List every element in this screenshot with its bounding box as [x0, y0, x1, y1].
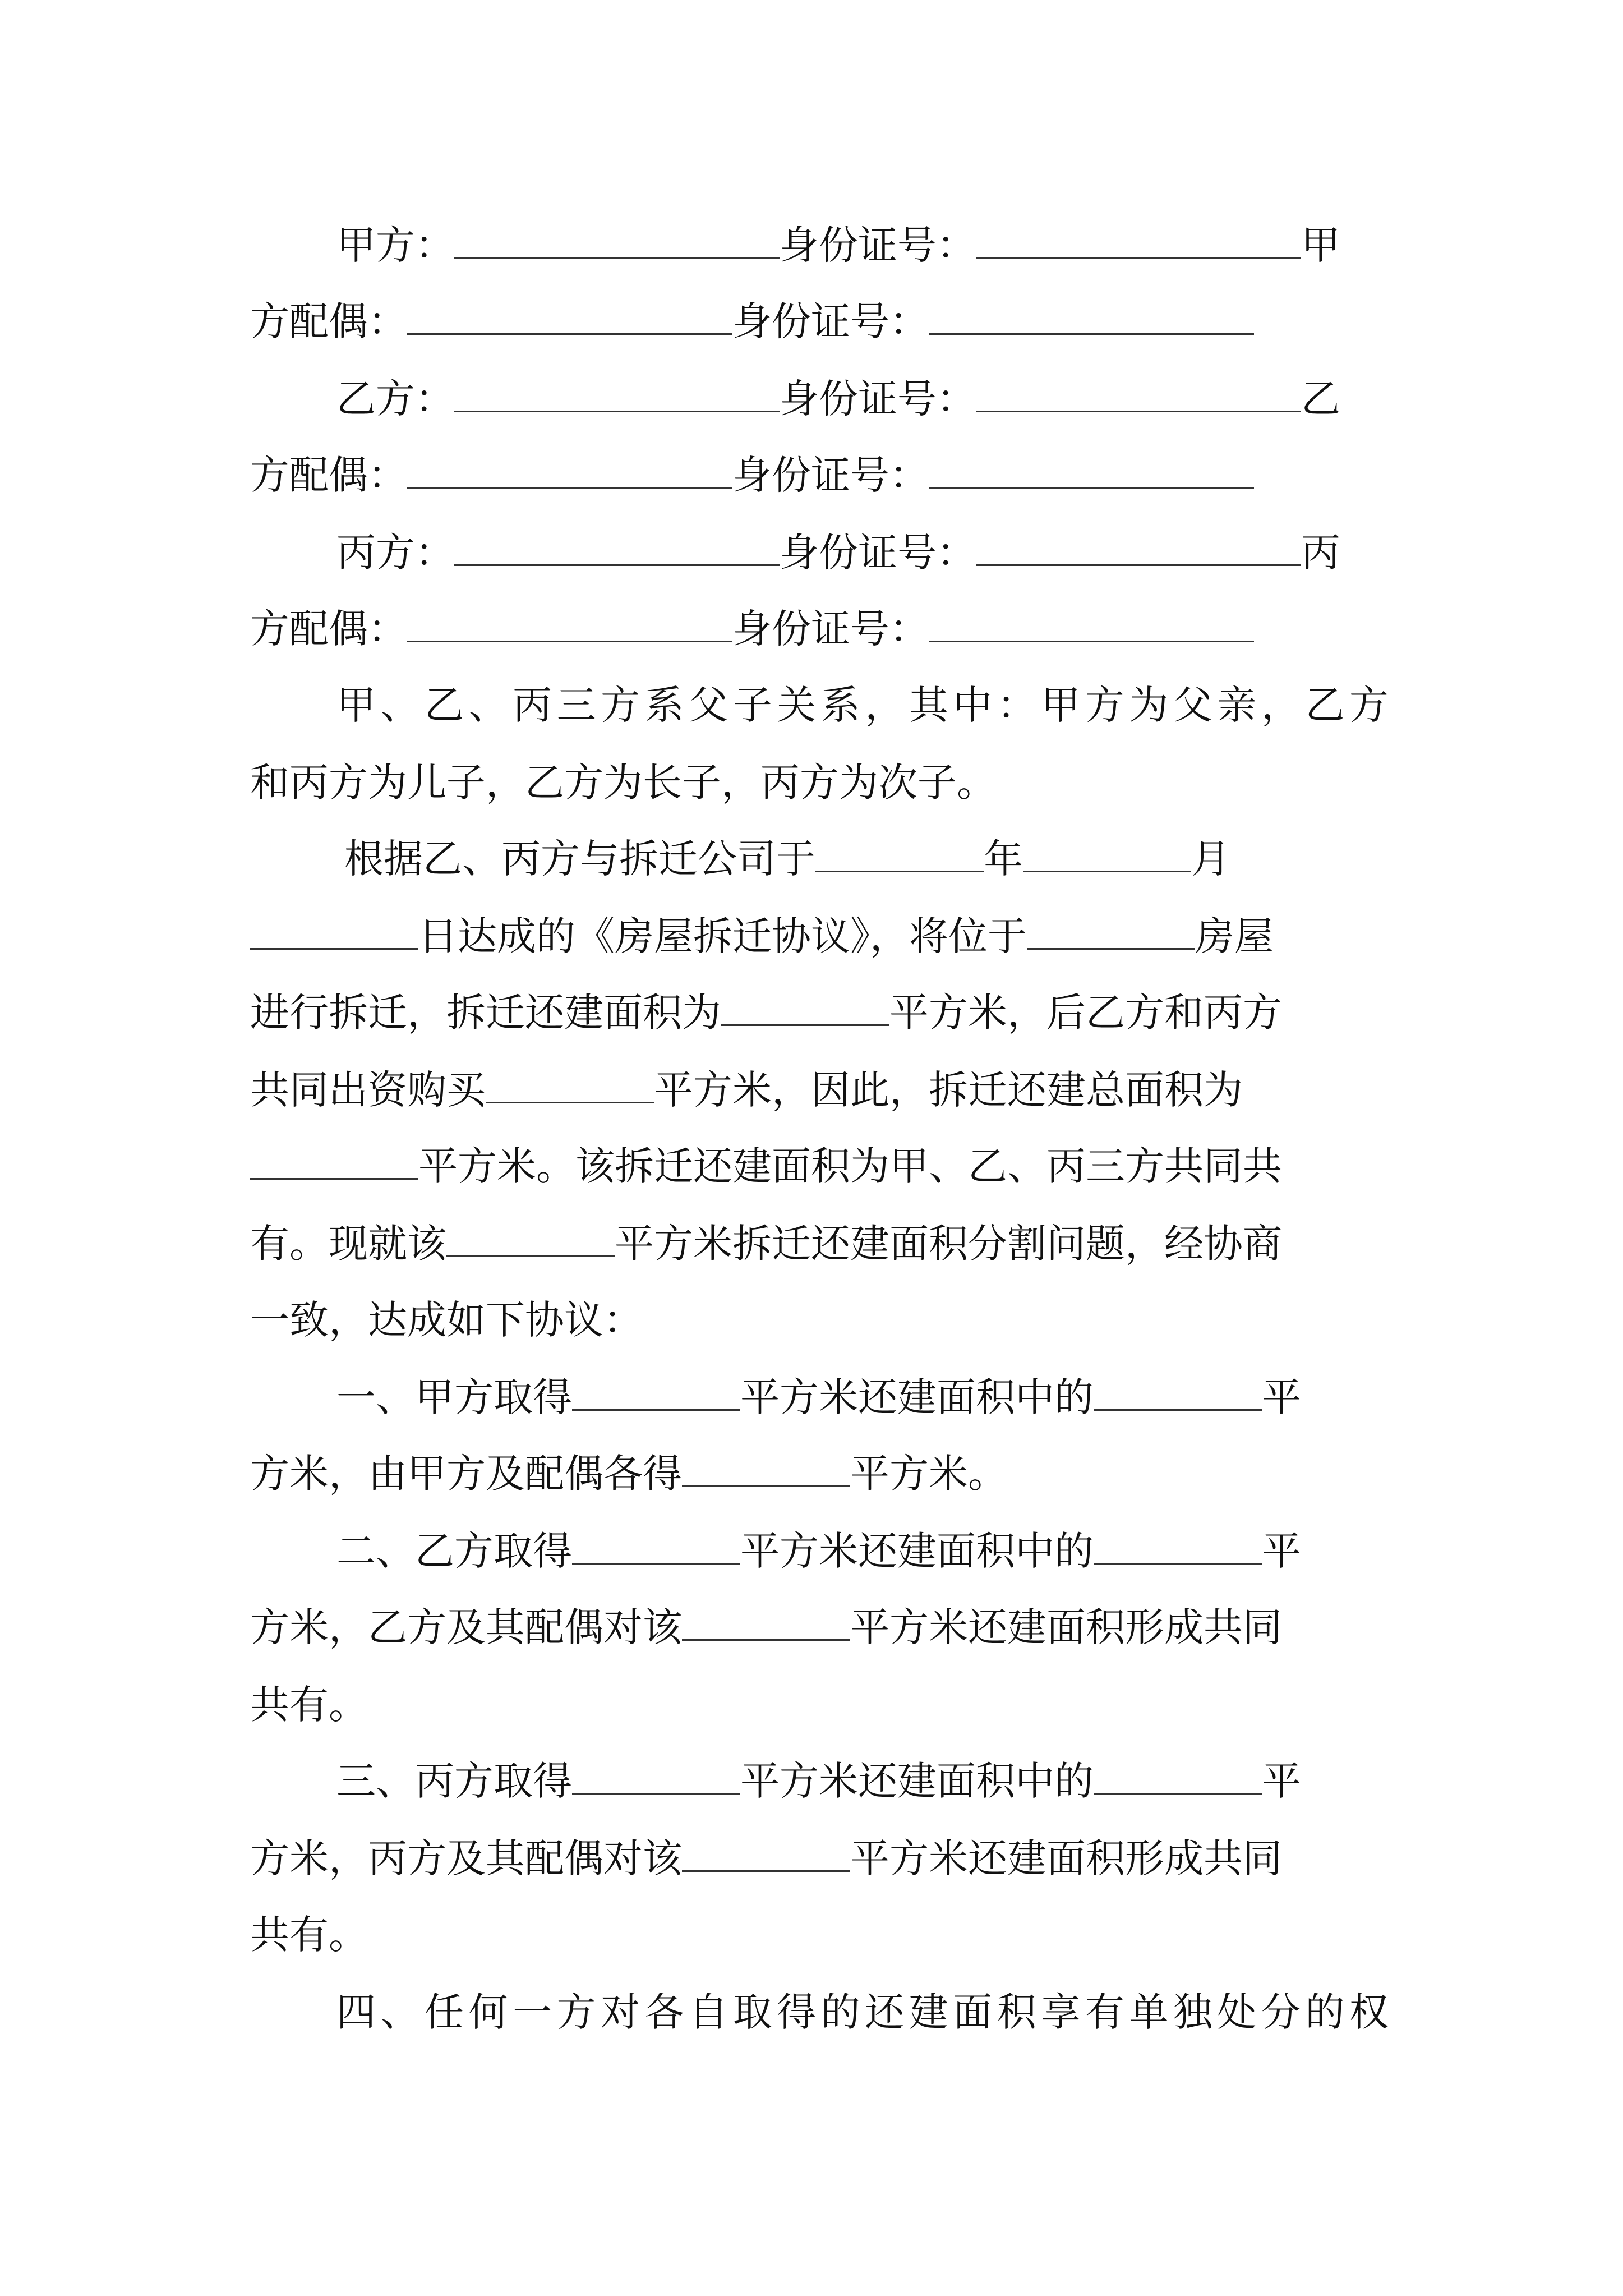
basis-month-unit: 月 — [1191, 836, 1230, 882]
clause3-line-3: 共有。 — [250, 1912, 368, 1958]
basis-rebuild-area-blank[interactable] — [721, 988, 889, 1026]
party-bing-id-label: 身份证号： — [780, 530, 976, 576]
basis-purchase-area-blank[interactable] — [486, 1066, 654, 1103]
party-jia-spouse-id-label: 身份证号： — [732, 298, 929, 344]
clause3-text-c: 平 — [1262, 1758, 1301, 1804]
party-yi-line — [336, 374, 1389, 424]
party-jia-spouse-name-blank[interactable] — [407, 297, 732, 335]
clause2-line-1 — [336, 1526, 1389, 1576]
party-jia-spouse-id-blank[interactable] — [929, 297, 1254, 335]
party-yi-name-blank[interactable] — [454, 375, 780, 412]
party-jia-spouse-line — [250, 296, 1389, 347]
party-jia-name-blank[interactable] — [454, 221, 780, 259]
party-bing-spouse-id-label: 身份证号： — [732, 606, 929, 652]
clause4-line-1: 四、任何一方对各自取得的还建面积享有单独处分的权 — [336, 1989, 1389, 2035]
basis-day-blank[interactable] — [250, 912, 418, 950]
party-bing-spouse-label: 方配偶： — [250, 606, 407, 652]
basis-line-4 — [250, 1065, 1389, 1115]
party-yi-spouse-prefix: 乙 — [1301, 376, 1340, 422]
clause1-line-2-text-a: 方米，由甲方及配偶各得 — [250, 1451, 682, 1497]
party-jia-spouse-label: 方配偶： — [250, 298, 407, 344]
party-bing-spouse-name-blank[interactable] — [407, 605, 732, 642]
clause3-total-blank[interactable] — [572, 1757, 740, 1795]
basis-line-2-text-a: 日达成的《房屋拆迁协议》，将位于 — [418, 913, 1027, 959]
party-jia-spouse-prefix: 甲 — [1301, 222, 1340, 268]
clause1-line-2-text-b: 平方米。 — [850, 1451, 1007, 1497]
clause3-line-2 — [250, 1833, 1389, 1884]
clause1-text-c: 平 — [1262, 1374, 1301, 1420]
basis-line-3-text-a: 进行拆迁，拆迁还建面积为 — [250, 990, 721, 1036]
clause3-joint-blank[interactable] — [682, 1834, 850, 1872]
basis-year-unit: 年 — [984, 836, 1023, 882]
party-jia-line — [336, 220, 1389, 270]
basis-line-1 — [344, 834, 1389, 884]
clause2-line-3: 共有。 — [250, 1682, 368, 1728]
clause2-share-blank[interactable] — [1094, 1527, 1262, 1565]
clause2-line-2-text-a: 方米，乙方及其配偶对该 — [250, 1604, 682, 1650]
clause3-line-1 — [336, 1756, 1389, 1806]
clause3-line-2-text-b: 平方米还建面积形成共同 — [850, 1835, 1282, 1881]
party-bing-name-blank[interactable] — [454, 528, 780, 566]
clause1-line-1 — [336, 1372, 1389, 1423]
clause3-share-blank[interactable] — [1094, 1757, 1262, 1795]
basis-line-4-text-b: 平方米，因此，拆迁还建总面积为 — [654, 1067, 1243, 1113]
party-jia-id-label: 身份证号： — [780, 222, 976, 268]
basis-line-3-text-b: 平方米，后乙方和丙方 — [889, 990, 1282, 1036]
basis-line-1-text-a: 根据乙、丙方与拆迁公司于 — [344, 836, 815, 882]
basis-line-2-text-b: 房屋 — [1195, 913, 1274, 959]
clause2-joint-blank[interactable] — [682, 1603, 850, 1641]
basis-line-2 — [250, 911, 1389, 961]
basis-line-7: 一致，达成如下协议： — [250, 1297, 643, 1343]
basis-total-area-blank[interactable] — [250, 1142, 418, 1180]
party-yi-spouse-name-blank[interactable] — [407, 451, 732, 489]
clause1-each-blank[interactable] — [682, 1450, 850, 1487]
party-yi-id-label: 身份证号： — [780, 376, 976, 422]
clause1-line-2 — [250, 1448, 1389, 1499]
party-bing-spouse-line — [250, 604, 1389, 654]
party-yi-spouse-line — [250, 450, 1389, 500]
clause2-line-2-text-b: 平方米还建面积形成共同 — [850, 1604, 1282, 1650]
basis-location-blank[interactable] — [1027, 912, 1195, 950]
party-bing-line — [336, 527, 1389, 578]
clause1-text-b: 平方米还建面积中的 — [740, 1374, 1094, 1420]
clause1-total-blank[interactable] — [572, 1373, 740, 1411]
basis-split-area-blank[interactable] — [446, 1220, 615, 1257]
clause3-line-2-text-a: 方米，丙方及其配偶对该 — [250, 1835, 682, 1881]
clause2-line-2 — [250, 1602, 1389, 1653]
party-yi-spouse-label: 方配偶： — [250, 452, 407, 498]
basis-line-5 — [250, 1141, 1389, 1191]
clause1-text-a: 一、甲方取得 — [336, 1374, 572, 1420]
party-bing-id-blank[interactable] — [976, 528, 1301, 566]
basis-year-blank[interactable] — [815, 835, 984, 872]
clause2-total-blank[interactable] — [572, 1527, 740, 1565]
party-bing-label: 丙方： — [336, 530, 454, 576]
clause3-text-a: 三、丙方取得 — [336, 1758, 572, 1804]
relation-line-1: 甲、乙、丙三方系父子关系，其中：甲方为父亲，乙方 — [336, 682, 1389, 728]
clause2-text-b: 平方米还建面积中的 — [740, 1528, 1094, 1574]
clause3-text-b: 平方米还建面积中的 — [740, 1758, 1094, 1804]
clause2-text-a: 二、乙方取得 — [336, 1528, 572, 1574]
clause1-share-blank[interactable] — [1094, 1373, 1262, 1411]
basis-line-6 — [250, 1218, 1389, 1269]
party-yi-spouse-id-label: 身份证号： — [732, 452, 929, 498]
party-bing-spouse-prefix: 丙 — [1301, 530, 1340, 576]
party-jia-id-blank[interactable] — [976, 221, 1301, 259]
clause2-text-c: 平 — [1262, 1528, 1301, 1574]
party-yi-label: 乙方： — [336, 376, 454, 422]
relation-line-2: 和丙方为儿子，乙方为长子，丙方为次子。 — [250, 760, 996, 806]
basis-month-blank[interactable] — [1023, 835, 1191, 872]
party-yi-id-blank[interactable] — [976, 375, 1301, 412]
basis-line-4-text-a: 共同出资购买 — [250, 1067, 486, 1113]
basis-line-6-text-b: 平方米拆迁还建面积分割问题，经协商 — [615, 1221, 1282, 1267]
party-jia-label: 甲方： — [336, 222, 454, 268]
basis-line-3 — [250, 987, 1389, 1038]
party-yi-spouse-id-blank[interactable] — [929, 451, 1254, 489]
party-bing-spouse-id-blank[interactable] — [929, 605, 1254, 642]
basis-line-5-text-a: 平方米。该拆迁还建面积为甲、乙、丙三方共同共 — [418, 1143, 1282, 1189]
basis-line-6-text-a: 有。现就该 — [250, 1221, 446, 1267]
